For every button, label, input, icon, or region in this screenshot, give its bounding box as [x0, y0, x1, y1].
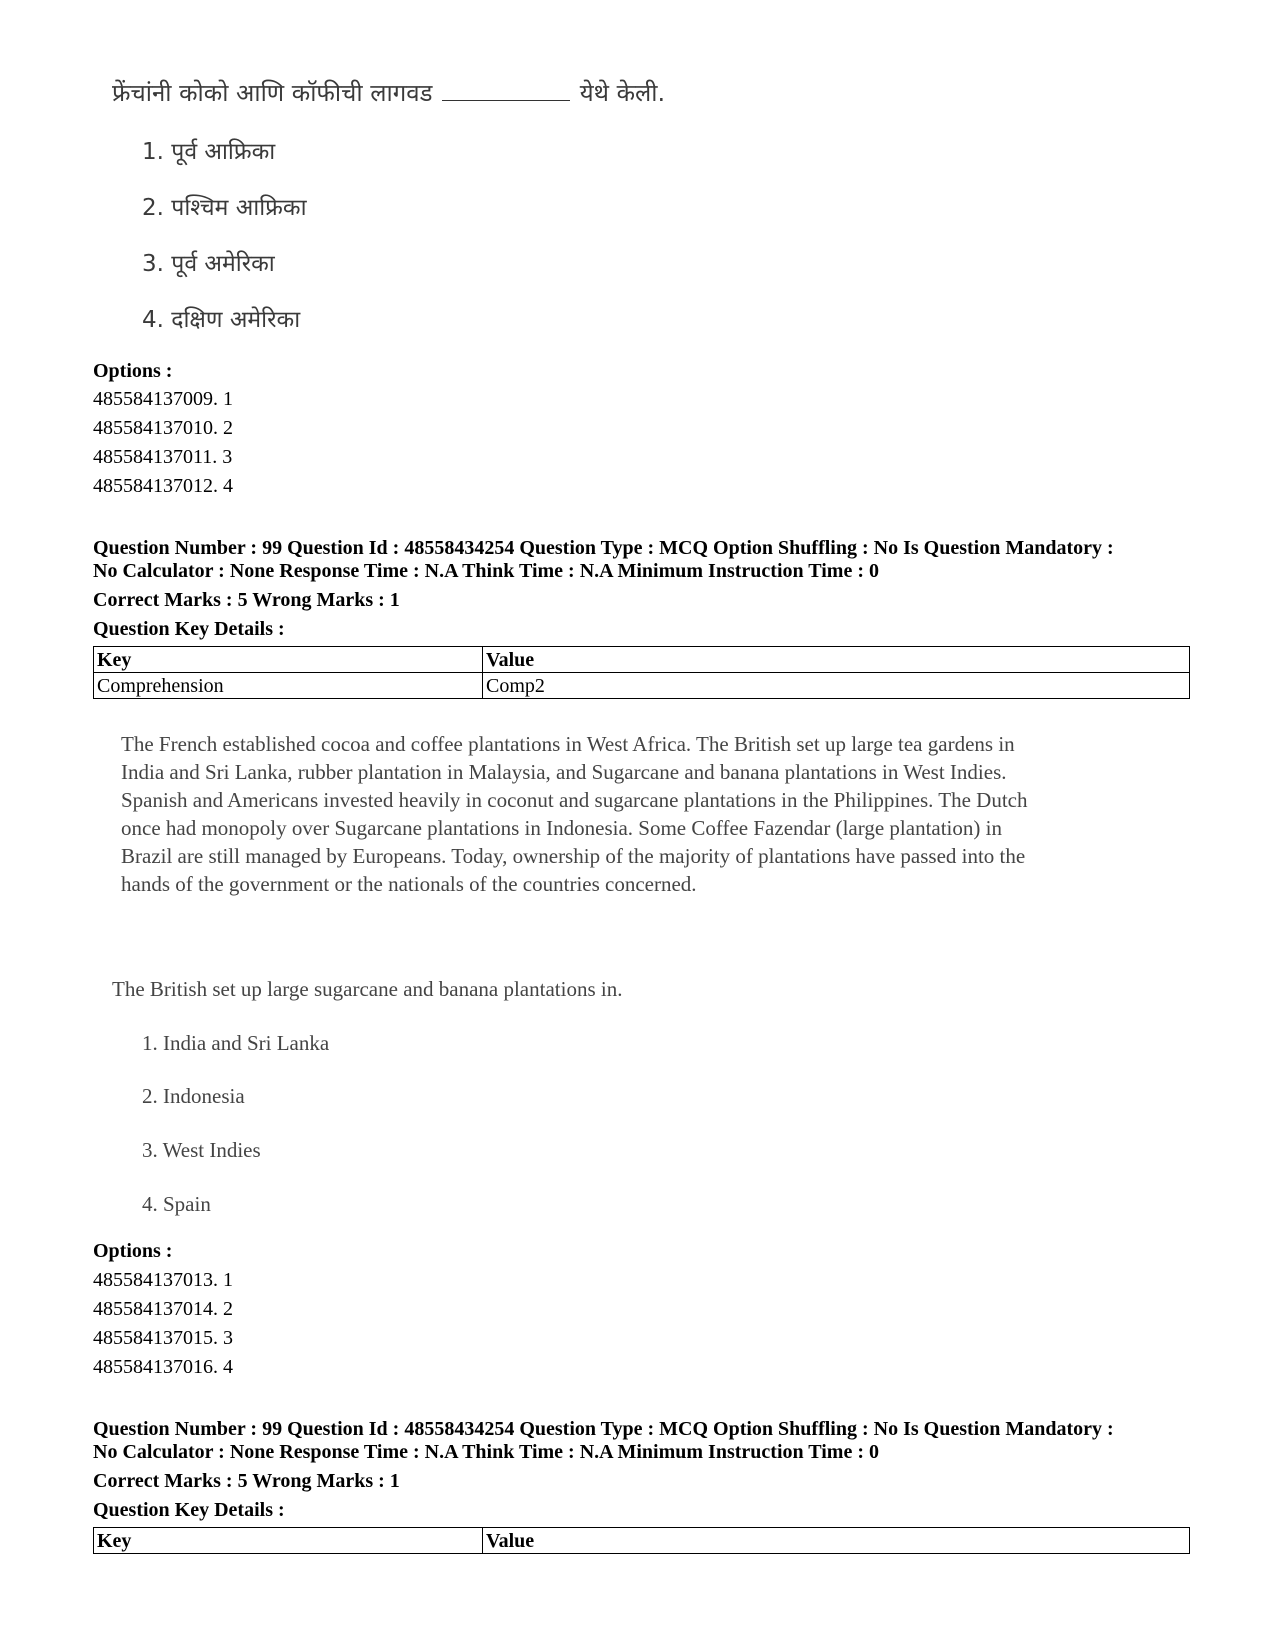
key-cell: Comprehension — [94, 673, 483, 699]
q1-question-stem — [112, 76, 665, 109]
meta1-key-table — [93, 646, 1190, 699]
q2-option-4: 485584137016. 4 — [93, 1356, 233, 1378]
q1-choice-3: 3. पूर्व अमेरिका — [142, 251, 275, 277]
comprehension-passage — [121, 730, 1171, 898]
q2-option-3: 485584137015. 3 — [93, 1327, 233, 1349]
passage-line: Spanish and Americans invested heavily in coconut and sugarcane plantations in the Philippines. The Dutch — [121, 788, 1028, 812]
passage-line: The French established cocoa and coffee plantations in West Africa. The British set up large tea gardens in — [121, 732, 1015, 756]
q1-option-1: 485584137009. 1 — [93, 388, 233, 410]
q1-blank — [442, 78, 570, 101]
meta2-key-table — [93, 1527, 1190, 1554]
table-header-row — [94, 1528, 1190, 1554]
meta1-line1: Question Number : 99 Question Id : 48558434254 Question Type : MCQ Option Shuffling : No Is Question Mandatory : — [93, 537, 1114, 559]
passage-line: once had monopoly over Sugarcane plantations in Indonesia. Some Coffee Fazendar (large plantation) in — [121, 816, 1002, 840]
q1-options-label: Options : — [93, 360, 173, 382]
q2-choice-1: 1. India and Sri Lanka — [142, 1031, 330, 1055]
value-cell: Comp2 — [483, 673, 1190, 699]
meta1-line2: No Calculator : None Response Time : N.A Think Time : N.A Minimum Instruction Time : 0 — [93, 560, 879, 582]
value-header: Value — [483, 1528, 1190, 1554]
q1-stem-after: येथे केली. — [579, 79, 666, 107]
passage-line: hands of the government or the nationals of the countries concerned. — [121, 872, 697, 896]
q1-option-3: 485584137011. 3 — [93, 446, 233, 468]
table-header-row — [94, 647, 1190, 673]
q2-choice-3: 3. West Indies — [142, 1138, 261, 1162]
q1-choice-2: 2. पश्चिम आफ्रिका — [142, 195, 307, 221]
q2-choice-4: 4. Spain — [142, 1192, 211, 1216]
q1-stem-before: फ्रेंचांनी कोको आणि कॉफीची लागवड — [112, 79, 433, 107]
q1-option-2: 485584137010. 2 — [93, 417, 233, 439]
key-header: Key — [94, 1528, 483, 1554]
meta2-marks: Correct Marks : 5 Wrong Marks : 1 — [93, 1470, 400, 1492]
q2-question-stem: The British set up large sugarcane and banana plantations in. — [112, 977, 623, 1001]
key-header: Key — [94, 647, 483, 673]
q2-options-label: Options : — [93, 1240, 173, 1262]
q1-option-4: 485584137012. 4 — [93, 475, 233, 497]
table-row — [94, 673, 1190, 699]
value-header: Value — [483, 647, 1190, 673]
q2-option-2: 485584137014. 2 — [93, 1298, 233, 1320]
meta1-marks: Correct Marks : 5 Wrong Marks : 1 — [93, 589, 400, 611]
meta2-line1: Question Number : 99 Question Id : 48558434254 Question Type : MCQ Option Shuffling : No Is Question Mandatory : — [93, 1418, 1114, 1440]
meta1-key-details-label: Question Key Details : — [93, 618, 285, 640]
q1-choice-4: 4. दक्षिण अमेरिका — [142, 307, 301, 333]
q2-option-1: 485584137013. 1 — [93, 1269, 233, 1291]
passage-line: Brazil are still managed by Europeans. Today, ownership of the majority of plantations have passed into the — [121, 844, 1026, 868]
meta2-key-details-label: Question Key Details : — [93, 1499, 285, 1521]
passage-line: India and Sri Lanka, rubber plantation in Malaysia, and Sugarcane and banana plantations in West Indies. — [121, 760, 1007, 784]
meta2-line2: No Calculator : None Response Time : N.A Think Time : N.A Minimum Instruction Time : 0 — [93, 1441, 879, 1463]
q1-choice-1: 1. पूर्व आफ्रिका — [142, 139, 276, 165]
q2-choice-2: 2. Indonesia — [142, 1084, 245, 1108]
